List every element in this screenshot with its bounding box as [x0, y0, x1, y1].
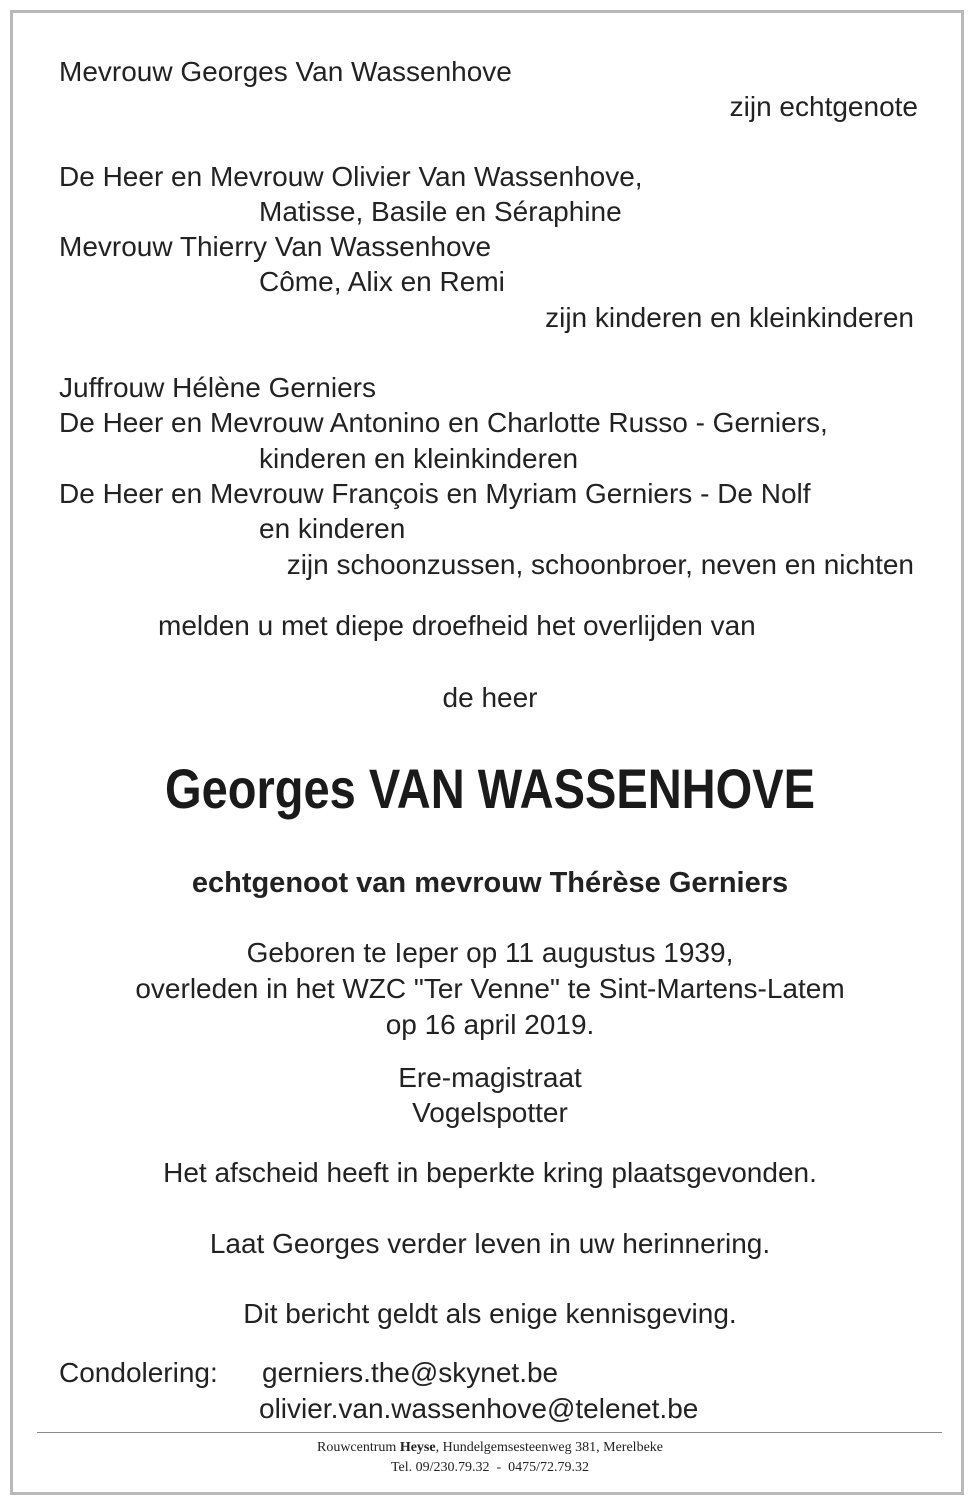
- deceased-name: Georges VAN WASSENHOVE: [164, 757, 816, 820]
- funeral-home-line: [0, 1439, 980, 1457]
- footer-divider: [37, 1432, 942, 1433]
- grandchildren-line-2: Côme, Alix en Remi: [259, 266, 505, 297]
- remembrance-text: Laat Georges verder leven in uw herinnering.: [209, 1228, 771, 1259]
- inlaw-line-5: en kinderen: [259, 513, 406, 544]
- title-birdwatcher: Vogelspotter: [412, 1097, 568, 1128]
- funeral-home-name: Heyse: [399, 1440, 436, 1455]
- condolences-label: Condolering:: [59, 1357, 218, 1388]
- funeral-home-address: , Hundelgemsesteenweg 381, Merelbeke: [435, 1440, 664, 1455]
- inlaws-role: zijn schoonzussen, schoonbroer, neven en nichten: [286, 549, 914, 580]
- announcement-intro: melden u met diepe droefheid het overlijden van: [158, 610, 756, 641]
- death-line: overleden in het WZC "Ter Venne" te Sint-Martens-Latem: [135, 973, 845, 1004]
- inlaw-line-4: De Heer en Mevrouw François en Myriam Gerniers - De Nolf: [59, 478, 811, 509]
- inlaw-line-1: Juffrouw Hélène Gerniers: [59, 372, 376, 403]
- children-role: zijn kinderen en kleinkinderen: [545, 302, 914, 333]
- child-line-2: Mevrouw Thierry Van Wassenhove: [59, 231, 492, 262]
- funeral-home-prefix: Rouwcentrum: [316, 1440, 397, 1455]
- funeral-home-phones: Tel. 09/230.79.32 - 0475/72.79.32: [390, 1460, 590, 1475]
- inlaw-line-3: kinderen en kleinkinderen: [259, 443, 579, 474]
- spouse-line: echtgenoot van mevrouw Thérèse Gerniers: [191, 867, 789, 899]
- death-date-line: op 16 april 2019.: [385, 1009, 595, 1040]
- child-line-1: De Heer en Mevrouw Olivier Van Wassenhove,: [59, 161, 643, 192]
- widow-role: zijn echtgenote: [729, 91, 918, 122]
- title-magistrate: Ere-magistraat: [398, 1062, 582, 1093]
- farewell-text: Het afscheid heeft in beperkte kring plaatsgevonden.: [163, 1157, 817, 1188]
- honorific: de heer: [442, 682, 538, 713]
- widow-name: Mevrouw Georges Van Wassenhove: [59, 56, 512, 87]
- condolences-email-1[interactable]: gerniers.the@skynet.be: [262, 1357, 559, 1388]
- notice-text: Dit bericht geldt als enige kennisgeving.: [243, 1298, 737, 1329]
- birth-line: Geboren te Ieper op 11 augustus 1939,: [246, 937, 734, 968]
- grandchildren-line-1: Matisse, Basile en Séraphine: [259, 196, 622, 227]
- inlaw-line-2: De Heer en Mevrouw Antonino en Charlotte Russo - Gerniers,: [59, 407, 828, 438]
- condolences-email-2[interactable]: olivier.van.wassenhove@telenet.be: [259, 1393, 699, 1424]
